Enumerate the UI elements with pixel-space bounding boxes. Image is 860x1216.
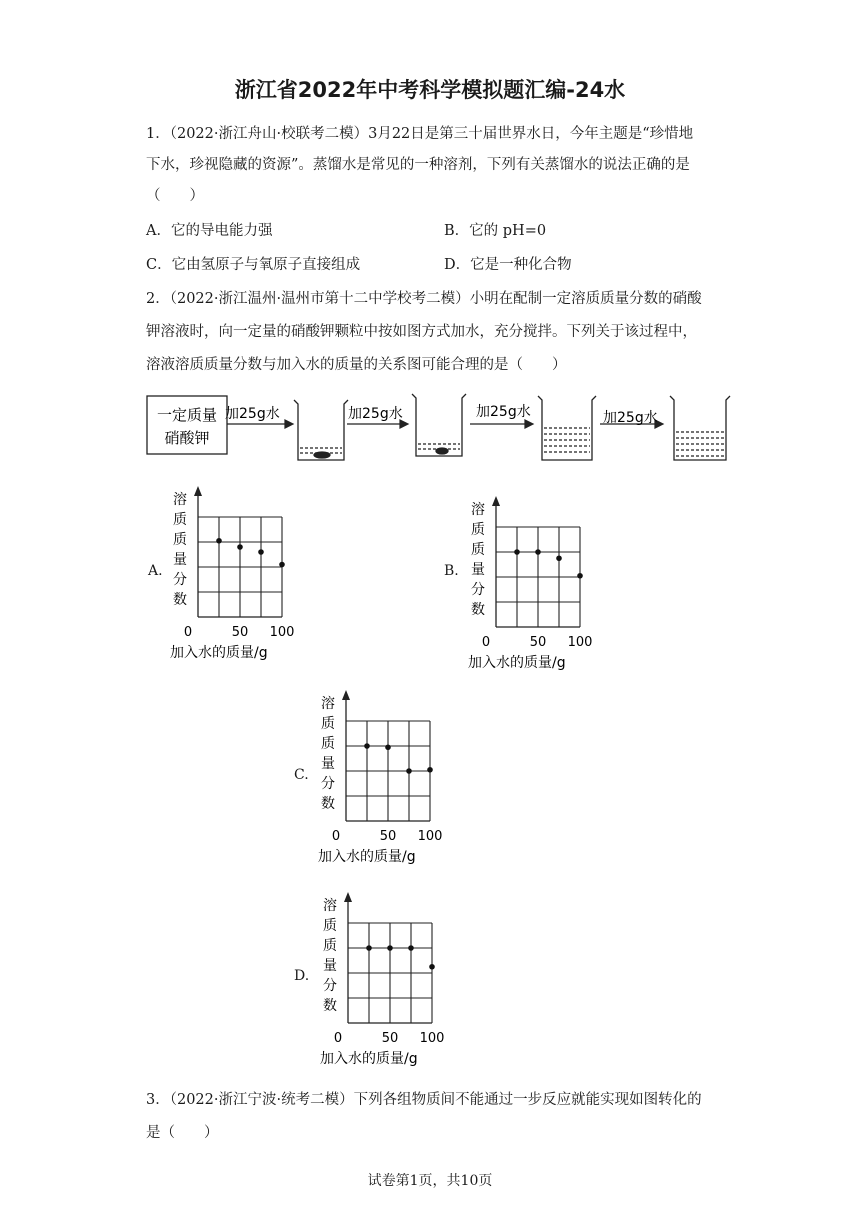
option-a-label: A. [148, 563, 163, 579]
x-tick-label: 0 [481, 635, 491, 650]
y-axis-label-char: 数 [321, 796, 335, 812]
graph-option-c [316, 684, 456, 874]
data-point [429, 964, 435, 970]
q3-stem-line2: 是（ ） [146, 1125, 219, 1141]
y-axis-arrow-icon [492, 496, 500, 506]
y-axis-label-char: 分 [471, 582, 485, 598]
data-point [237, 544, 243, 550]
document-title: 浙江省2022年中考科学模拟题汇编-24水 [234, 78, 626, 102]
x-axis-label: 加入水的质量/g [170, 645, 268, 661]
beaker-4 [670, 396, 730, 460]
beaker-2 [412, 394, 466, 456]
y-axis-label-char: 量 [323, 958, 337, 974]
y-axis-label-char: 量 [173, 552, 187, 568]
option-b-label: B. [444, 563, 459, 579]
data-point [216, 538, 222, 544]
y-axis-label-char: 溶 [471, 502, 485, 518]
x-axis-label: 加入水的质量/g [468, 655, 566, 671]
step-label-1: 加25g水 [225, 406, 280, 422]
x-tick-label: 50 [529, 635, 547, 650]
x-tick-label: 0 [331, 829, 341, 844]
process-diagram [140, 388, 740, 468]
y-axis-label-char: 质 [321, 716, 335, 732]
y-axis-arrow-icon [342, 690, 350, 700]
x-tick-label: 100 [567, 635, 593, 650]
x-tick-label: 100 [269, 625, 295, 640]
y-axis-label-char: 质 [173, 512, 187, 528]
option-d-label: D. [294, 968, 310, 984]
q2-stem-line2: 钾溶液时，向一定量的硝酸钾颗粒中按如图方式加水，充分搅拌。下列关于该过程中， [146, 324, 697, 340]
step-label-3: 加25g水 [476, 404, 531, 420]
y-axis-label-char: 质 [471, 542, 485, 558]
data-point [364, 743, 370, 749]
beaker-1 [294, 400, 348, 460]
data-point [514, 549, 520, 555]
y-axis-label-char: 分 [173, 572, 187, 588]
process-box-line2: 硝酸钾 [164, 429, 210, 447]
q2-stem-line1: 2．（2022·浙江温州·温州市第十二中学校考二模）小明在配制一定溶质质量分数的硝酸 [146, 291, 702, 307]
y-axis-label-char: 溶 [173, 492, 187, 508]
y-axis-label-char: 质 [321, 736, 335, 752]
data-point [385, 744, 391, 750]
data-point [387, 945, 393, 951]
q1-option-d: D．它是一种化合物 [444, 257, 572, 273]
process-arrows [227, 420, 663, 428]
q2-stem-line3: 溶液溶质质量分数与加入水的质量的关系图可能合理的是（ ） [146, 357, 567, 373]
data-point [406, 768, 412, 774]
y-axis-label-char: 质 [323, 918, 337, 934]
x-tick-label: 100 [417, 829, 443, 844]
step-label-2: 加25g水 [348, 406, 403, 422]
x-tick-label: 100 [419, 1031, 445, 1046]
x-tick-label: 50 [379, 829, 397, 844]
q1-option-b: B．它的 pH=0 [444, 223, 547, 239]
graph-option-d [318, 886, 458, 1076]
y-axis-label-char: 数 [173, 592, 187, 608]
option-c-label: C. [294, 767, 309, 783]
q1-stem-line1: 1．（2022·浙江舟山·校联考二模）3月22日是第三十届世界水日，今年主题是“珍惜地 [146, 126, 694, 142]
y-axis-label-char: 数 [323, 998, 337, 1014]
data-point [577, 573, 583, 579]
page-footer: 试卷第1页，共10页 [367, 1173, 493, 1189]
q1-stem-line3: （ ） [146, 188, 204, 204]
beaker-3 [538, 396, 596, 460]
data-point [366, 945, 372, 951]
data-point [279, 562, 285, 568]
y-axis-label-char: 分 [321, 776, 335, 792]
x-tick-label: 0 [183, 625, 193, 640]
x-tick-label: 50 [231, 625, 249, 640]
x-axis-label: 加入水的质量/g [320, 1051, 418, 1067]
y-axis-label-char: 数 [471, 602, 485, 618]
y-axis-label-char: 分 [323, 978, 337, 994]
data-point [556, 555, 562, 561]
y-axis-label-char: 溶 [321, 696, 335, 712]
data-point [258, 549, 264, 555]
x-tick-label: 50 [381, 1031, 399, 1046]
data-point [408, 945, 414, 951]
x-axis-label: 加入水的质量/g [318, 849, 416, 865]
y-axis-arrow-icon [344, 892, 352, 902]
y-axis-arrow-icon [194, 486, 202, 496]
y-axis-label-char: 质 [173, 532, 187, 548]
graph-option-b [466, 490, 606, 680]
q1-option-a: A．它的导电能力强 [146, 223, 273, 239]
q3-stem-line1: 3．（2022·浙江宁波·统考二模）下列各组物质间不能通过一步反应就能实现如图转化的 [146, 1092, 702, 1108]
y-axis-label-char: 溶 [323, 898, 337, 914]
y-axis-label-char: 质 [471, 522, 485, 538]
y-axis-label-char: 质 [323, 938, 337, 954]
data-point [427, 767, 433, 773]
q1-option-c: C．它由氢原子与氧原子直接组成 [146, 257, 361, 273]
q1-stem-line2: 下水，珍视隐藏的资源”。蒸馏水是常见的一种溶剂，下列有关蒸馏水的说法正确的是 [146, 157, 690, 173]
step-label-4: 加25g水 [603, 410, 658, 426]
x-tick-label: 0 [333, 1031, 343, 1046]
y-axis-label-char: 量 [471, 562, 485, 578]
data-point [535, 549, 541, 555]
graph-option-a [168, 480, 308, 670]
y-axis-label-char: 量 [321, 756, 335, 772]
process-box-line1: 一定质量 [156, 406, 218, 424]
